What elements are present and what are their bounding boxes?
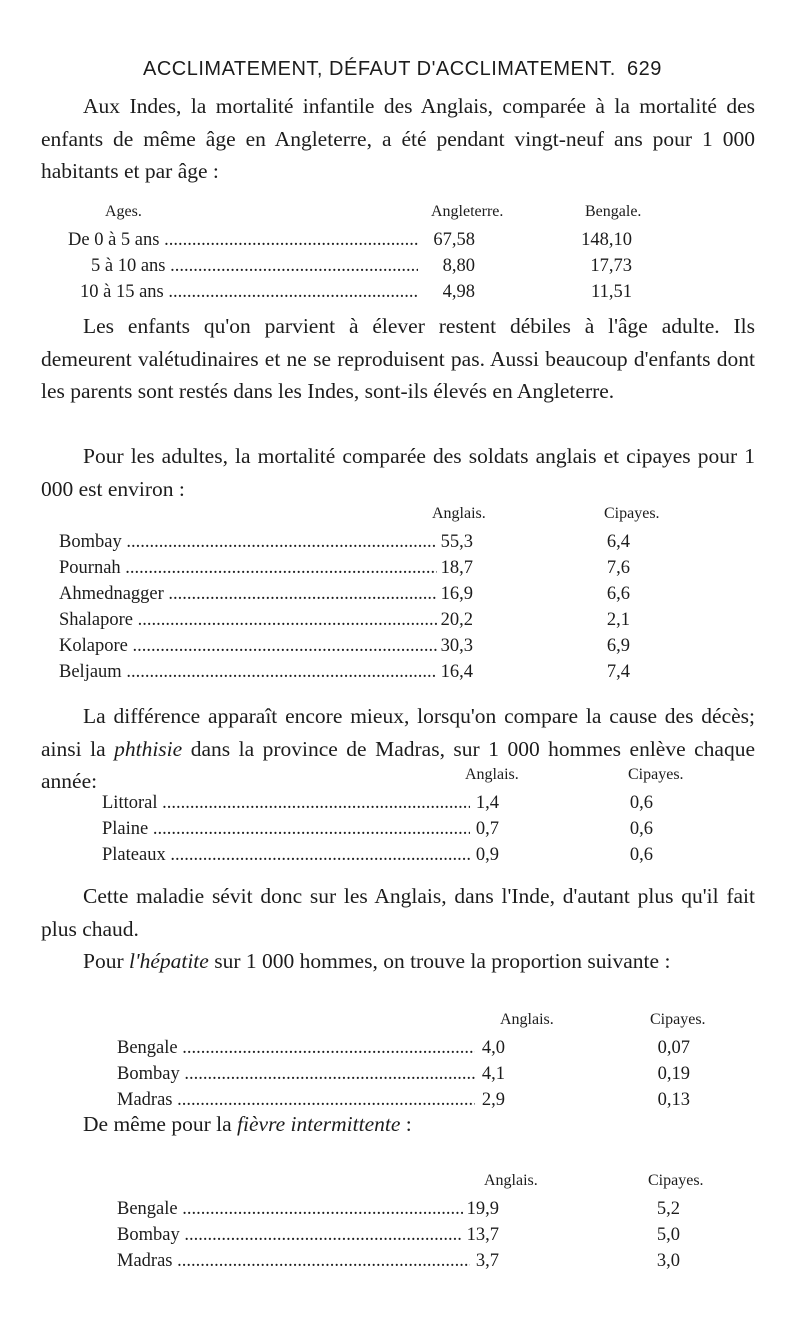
paragraph-text: Les enfants qu'on parvient à élever restent débiles à l'âge adulte. Ils demeurent valétudinaires et ne se reproduisent pas. Aussi beaucoup d'enfants dont les parents sont restés dans les Indes, sont-ils élevés en Angleterre. [41,314,755,403]
row-value-2: 6,4 [603,532,630,553]
paragraph-infant-mortality [41,90,755,188]
row-label: Bombay ..... [117,1064,475,1085]
paragraph-disease [41,880,755,945]
row-value-2: 17,73 [586,256,632,277]
column-header-english: Anglais. [500,1011,554,1028]
row-value-2: 0,07 [654,1038,690,1059]
row-value-2: 0,6 [626,819,653,840]
row-value-1: 55,3 [437,532,473,553]
table-row [0,230,800,256]
table-row [0,845,800,871]
paragraph-adults [41,440,755,505]
column-header-english: Anglais. [432,505,486,522]
row-label: Bengale ..... [117,1199,470,1220]
row-value-2: 2,1 [603,610,630,631]
table-row [0,819,800,845]
row-label: De 0 à 5 ans ..... [68,230,418,251]
paragraph-text: Pour les adultes, la mortalité comparée des soldats anglais et cipayes pour 1 000 est environ : [41,444,755,501]
row-label: 5 à 10 ans ..... [91,256,418,277]
row-label: Ahmednagger ..... [59,584,444,605]
row-value-1: 0,7 [472,819,499,840]
row-label: Littoral ..... [102,793,470,814]
column-header-ages: Ages. [105,203,142,220]
row-value-1: 20,2 [437,610,473,631]
table-row [0,1038,800,1064]
row-label: Beljaum ..... [59,662,444,683]
table-row [0,532,800,558]
row-value-1: 0,9 [472,845,499,866]
paragraph-fever [41,1108,755,1141]
row-value-2: 11,51 [587,282,632,303]
row-value-1: 2,9 [478,1090,505,1111]
row-value-1: 67,58 [429,230,475,251]
italic-term: l'hépatite [129,949,209,973]
column-header-sepoys: Cipayes. [604,505,660,522]
row-value-2: 0,13 [654,1090,690,1111]
italic-term: fièvre intermittente [237,1112,401,1136]
row-value-1: 19,9 [463,1199,499,1220]
paragraph-text: De même pour la [83,1112,238,1136]
table-row [0,558,800,584]
row-label: 10 à 15 ans ..... [80,282,418,303]
row-label: Bombay ..... [59,532,444,553]
paragraph-children [41,310,755,408]
column-header-english: Anglais. [484,1172,538,1189]
row-value-1: 18,7 [437,558,473,579]
table-row [0,610,800,636]
table-row [0,662,800,688]
paragraph-hepatitis [41,945,755,978]
row-value-1: 4,98 [439,282,475,303]
row-value-1: 4,1 [478,1064,505,1085]
row-value-2: 0,6 [626,793,653,814]
paragraph-text: La différence apparaît encore mieux, lorsqu'on compare la cause des décès; ainsi la [41,704,755,761]
row-value-2: 5,0 [653,1225,680,1246]
paragraph-text: Pour [83,949,129,973]
row-value-1: 16,9 [437,584,473,605]
row-label: Shalapore ..... [59,610,444,631]
row-label: Kolapore ..... [59,636,444,657]
running-title: ACCLIMATEMENT, DÉFAUT D'ACCLIMATEMENT. [143,58,616,80]
row-value-1: 3,7 [472,1251,499,1272]
column-header-sepoys: Cipayes. [650,1011,706,1028]
row-label: Madras ..... [117,1251,470,1272]
table-row [0,584,800,610]
row-label: Plateaux ..... [102,845,470,866]
column-header-bengal: Bengale. [585,203,642,220]
row-label: Bombay ..... [117,1225,470,1246]
row-value-2: 148,10 [577,230,632,251]
table-row [0,256,800,282]
table-row [0,1225,800,1251]
row-label: Plaine ..... [102,819,470,840]
row-value-2: 0,19 [654,1064,690,1085]
row-value-2: 7,4 [603,662,630,683]
row-label: Pournah ..... [59,558,444,579]
row-value-2: 0,6 [626,845,653,866]
table-row [0,1064,800,1090]
page-number: 629 [627,58,662,80]
table-row [0,636,800,662]
table-row [0,282,800,308]
column-header-england: Angleterre. [431,203,504,220]
row-value-1: 8,80 [439,256,475,277]
row-value-1: 13,7 [463,1225,499,1246]
row-value-2: 5,2 [653,1199,680,1220]
row-value-1: 16,4 [437,662,473,683]
page-header [0,58,800,88]
table-row [0,793,800,819]
row-value-1: 4,0 [478,1038,505,1059]
paragraph-text: Aux Indes, la mortalité infantile des Anglais, comparée à la mortalité des enfants de même âge en Angleterre, a été pendant vingt-neuf ans pour 1 000 habitants et par âge : [41,94,755,183]
table-row [0,1199,800,1225]
column-header-english: Anglais. [465,766,519,783]
paragraph-text: : [400,1112,412,1136]
row-value-1: 30,3 [437,636,473,657]
column-header-sepoys: Cipayes. [648,1172,704,1189]
paragraph-text: Cette maladie sévit donc sur les Anglais, dans l'Inde, d'autant plus qu'il fait plus chaud. [41,884,755,941]
row-value-1: 1,4 [472,793,499,814]
row-value-2: 6,6 [603,584,630,605]
paragraph-text: dans la province de Madras, sur 1 000 hommes enlève chaque année: [41,736,756,793]
row-value-2: 3,0 [653,1251,680,1272]
italic-term: phthisie [114,736,183,761]
row-value-2: 6,9 [603,636,630,657]
paragraph-text: sur 1 000 hommes, on trouve la proportion suivante : [208,949,671,973]
row-label: Bengale ..... [117,1038,475,1059]
row-value-2: 7,6 [603,558,630,579]
table-row [0,1251,800,1277]
column-header-sepoys: Cipayes. [628,766,684,783]
row-label: Madras ..... [117,1090,475,1111]
